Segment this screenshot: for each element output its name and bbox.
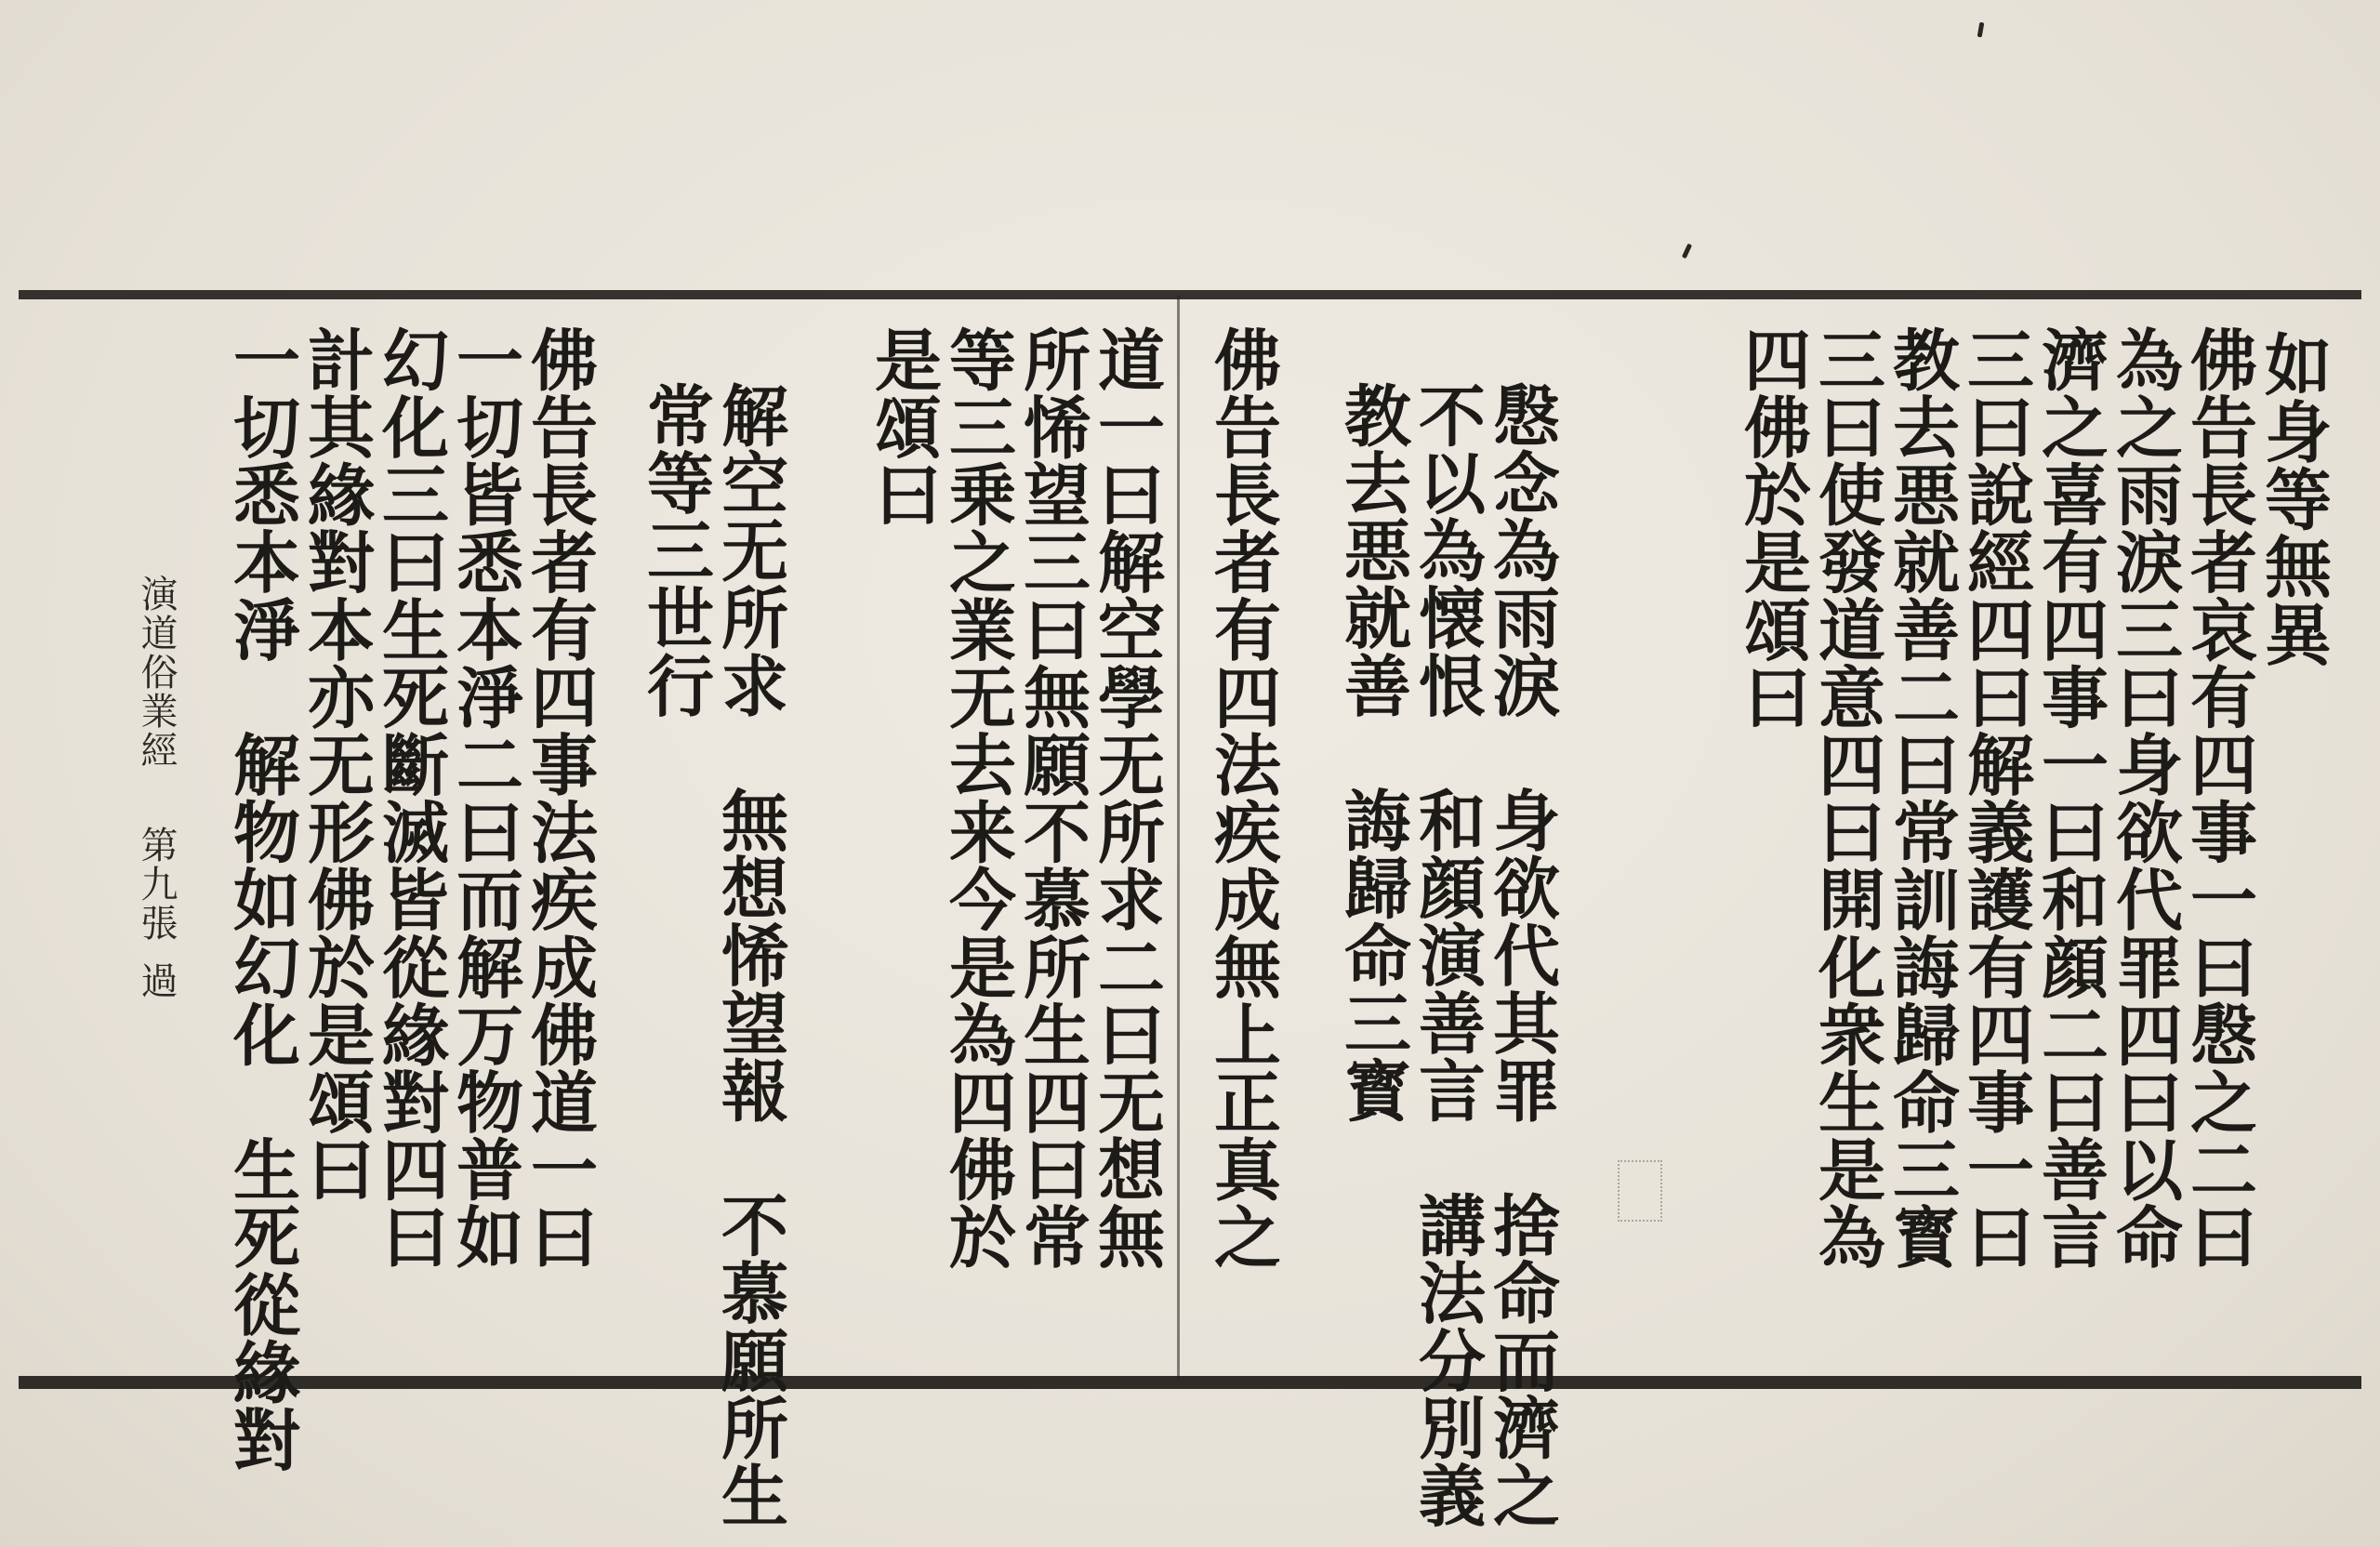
top-border-line: [19, 290, 2361, 299]
text-column: 為之雨淚三曰身欲代罪四曰以命: [2105, 325, 2184, 1271]
text-column: 幻化三曰生死斷滅皆從緣對四曰: [371, 325, 450, 1271]
colophon: [135, 575, 178, 1000]
colophon-mark: 過: [135, 961, 178, 1000]
text-column: 一切皆悉本淨二曰而解万物普如: [445, 325, 524, 1271]
ink-speck: [1977, 22, 1985, 38]
text-column: 如身等無異: [2254, 330, 2333, 668]
verse-column: 常等三世行: [636, 381, 715, 719]
text-column: 三曰使發道意四曰開化衆生是為: [1807, 325, 1886, 1271]
text-column: 所悕望三曰無願不慕所生四曰常: [1012, 325, 1091, 1271]
text-column: 等三乗之業无去来今是為四佛於: [938, 325, 1017, 1271]
bottom-border-line: [19, 1376, 2361, 1389]
center-fold-line: [1177, 296, 1180, 1380]
text-column: 是頌曰: [864, 325, 943, 528]
text-column: 一切悉本淨 解物如幻化 生死從緣對: [222, 325, 301, 1474]
text-column: 佛告長者有四法疾成無上正真之: [1203, 325, 1282, 1271]
ink-speck: [1682, 244, 1692, 259]
text-column: 計其緣對本亦无形佛於是頌曰: [297, 325, 376, 1203]
text-column: 佛告長者有四事法疾成佛道一曰: [520, 325, 599, 1271]
text-column: 四佛於是頌曰: [1733, 325, 1812, 731]
verse-column: 不以為懐恨 和顔演善言 講法分別義: [1408, 381, 1487, 1529]
text-column: 道一曰解空學无所求二曰无想無: [1087, 325, 1166, 1271]
verse-column: 慇念為雨淚 身欲代其罪 捨命而濟之: [1482, 381, 1561, 1529]
verse-column: 教去悪就善 誨歸命三寳: [1333, 381, 1412, 1124]
colophon-page: 第九張: [135, 826, 178, 943]
text-column: 教去悪就善二曰常訓誨歸命三寳: [1882, 325, 1961, 1271]
faint-stamp: [1618, 1160, 1662, 1222]
colophon-title: 演道俗業經: [135, 575, 178, 770]
text-column: 濟之喜有四事一曰和顔二曰善言: [2030, 325, 2109, 1271]
verse-column: 解空无所求 無想悕望報 不慕願所生: [710, 381, 789, 1529]
text-column: 佛告長者哀有四事一曰慇之二曰: [2179, 325, 2258, 1271]
text-column: 三曰說經四曰解義護有四事一曰: [1956, 325, 2035, 1271]
